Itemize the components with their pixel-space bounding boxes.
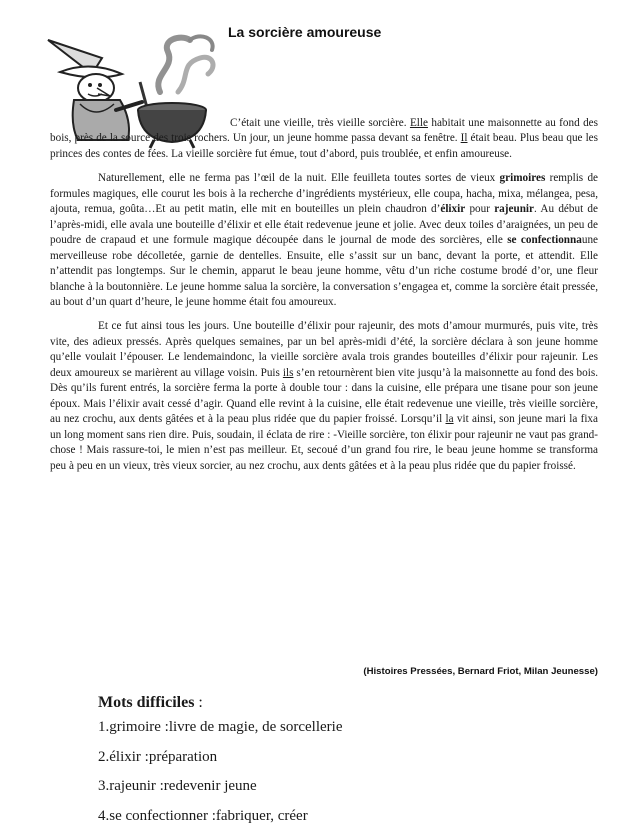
vocabulary-heading: Mots difficiles : xyxy=(98,694,203,711)
story-paragraph: C’était une vieille, très vieille sorcière. Elle habitait une maisonnette au fond des bois, près de la source des trois rochers. Un jour, un jeune homme passa devant sa fenêtre. Il était beau. Plus beau que les princes des contes de fées. La vieille sorcière fut émue, tout d’abord, puis troublée, et enfin amoureuse. xyxy=(50,117,598,160)
underlined-word: Elle xyxy=(409,117,428,129)
vocabulary-section xyxy=(98,694,342,834)
bold-word: rajeunir xyxy=(494,203,534,216)
bold-word: se confectionna xyxy=(507,234,582,247)
vocabulary-item: 3.rajeunir :redevenir jeune xyxy=(98,778,257,794)
bold-word: grimoires xyxy=(499,172,546,185)
story-paragraph: Et ce fut ainsi tous les jours. Une bouteille d’élixir pour rajeunir, des mots d’amour murmurés, puis vite, très vite, des adieux pressés. Après quelques semaines, par un bel après-midi d’été, la sorcière déclara à son jeune homme qu’elle voulait l’épouser. Le lendemaindonc, la vieille sorcière avala trois grandes bouteilles d’élixir pour rajeunir. Les deux amoureux se marièrent au village voisin. Puis ils s’en retournèrent bien vite jusqu’à la maisonnette au fond des bois. Dès qu’ils furent entrés, la sorcière ferma la porte à double tour : dans la cuisine, elle prépara une tisane pour son jeune époux. Mais l’élixir avait cessé d’agir. Quand elle revint à la cuisine, elle était redevenue une vieille, très vieille sorcière, au nez crochu, aux dents gâtées et à la peau plus ridée que du papier froissé. Lorsqu’il la vit ainsi, son jeune mari la fixa un long moment sans rien dire. Puis, soudain, il éclata de rire : -Vieille sorcière, ton élixir pour rajeunir ne vaut pas grand-chose ! Mais rassure-toi, le mien n’est pas meilleur. Et, secoué d’un grand fou rire, le beau jeune homme se transforma peu à peu en un vieux, très vieux sorcier, au nez crochu, aux dents gâtées et à la peau plus ridée que du papier froissé. xyxy=(50,320,598,472)
story-paragraph: Naturellement, elle ne ferma pas l’œil de la nuit. Elle feuilleta toutes sortes de vieux grimoires remplis de formules magiques, elle courut les bois à la recherche d’ingrédients mystérieux, elle coupa, hacha, mixa, mélangea, pesa, ajouta, remua, goûta…Et au petit matin, elle mit en bouteilles un plein chaudron d’élixir pour rajeunir. Au début de l’après-midi, elle avala une bouteille d’élixir et elle était redevenue jeune et jolie. Avec deux toiles d’araignées, un peu de poudre de crapaud et une formule magique découpée dans le journal de mode des sorcières, elle se confectionnaune merveilleuse robe décolletée, garnie de dentelles. Ensuite, elle s’assit sur un banc, devant la porte, et attendit. Elle n’attendit pas longtemps. Sur le chemin, apparut le beau jeune homme, vêtu d’un riche costume brodé d’or, une fleur blanche à la boutonnière. Le jeune homme salua la sorcière, la conversation s’engagea et, comme la sorcière était pressée, au bout d’un quart d’heure, le jeune homme était fou amoureux. xyxy=(50,172,599,308)
story-text xyxy=(50,116,598,474)
vocabulary-item: 1.grimoire :livre de magie, de sorcellerie xyxy=(98,719,343,735)
underlined-word: ils xyxy=(282,366,294,379)
page-title: La sorcière amoureuse xyxy=(228,24,382,40)
source-citation: (Histoires Pressées, Bernard Friot, Milan Jeunesse) xyxy=(363,666,598,677)
vocabulary-item: 4.se confectionner :fabriquer, créer xyxy=(98,807,308,824)
vocabulary-item: 2.élixir :préparation xyxy=(98,748,218,765)
underlined-word: Il xyxy=(460,132,468,145)
bold-word: élixir xyxy=(440,203,466,216)
underlined-word: la xyxy=(445,413,454,426)
